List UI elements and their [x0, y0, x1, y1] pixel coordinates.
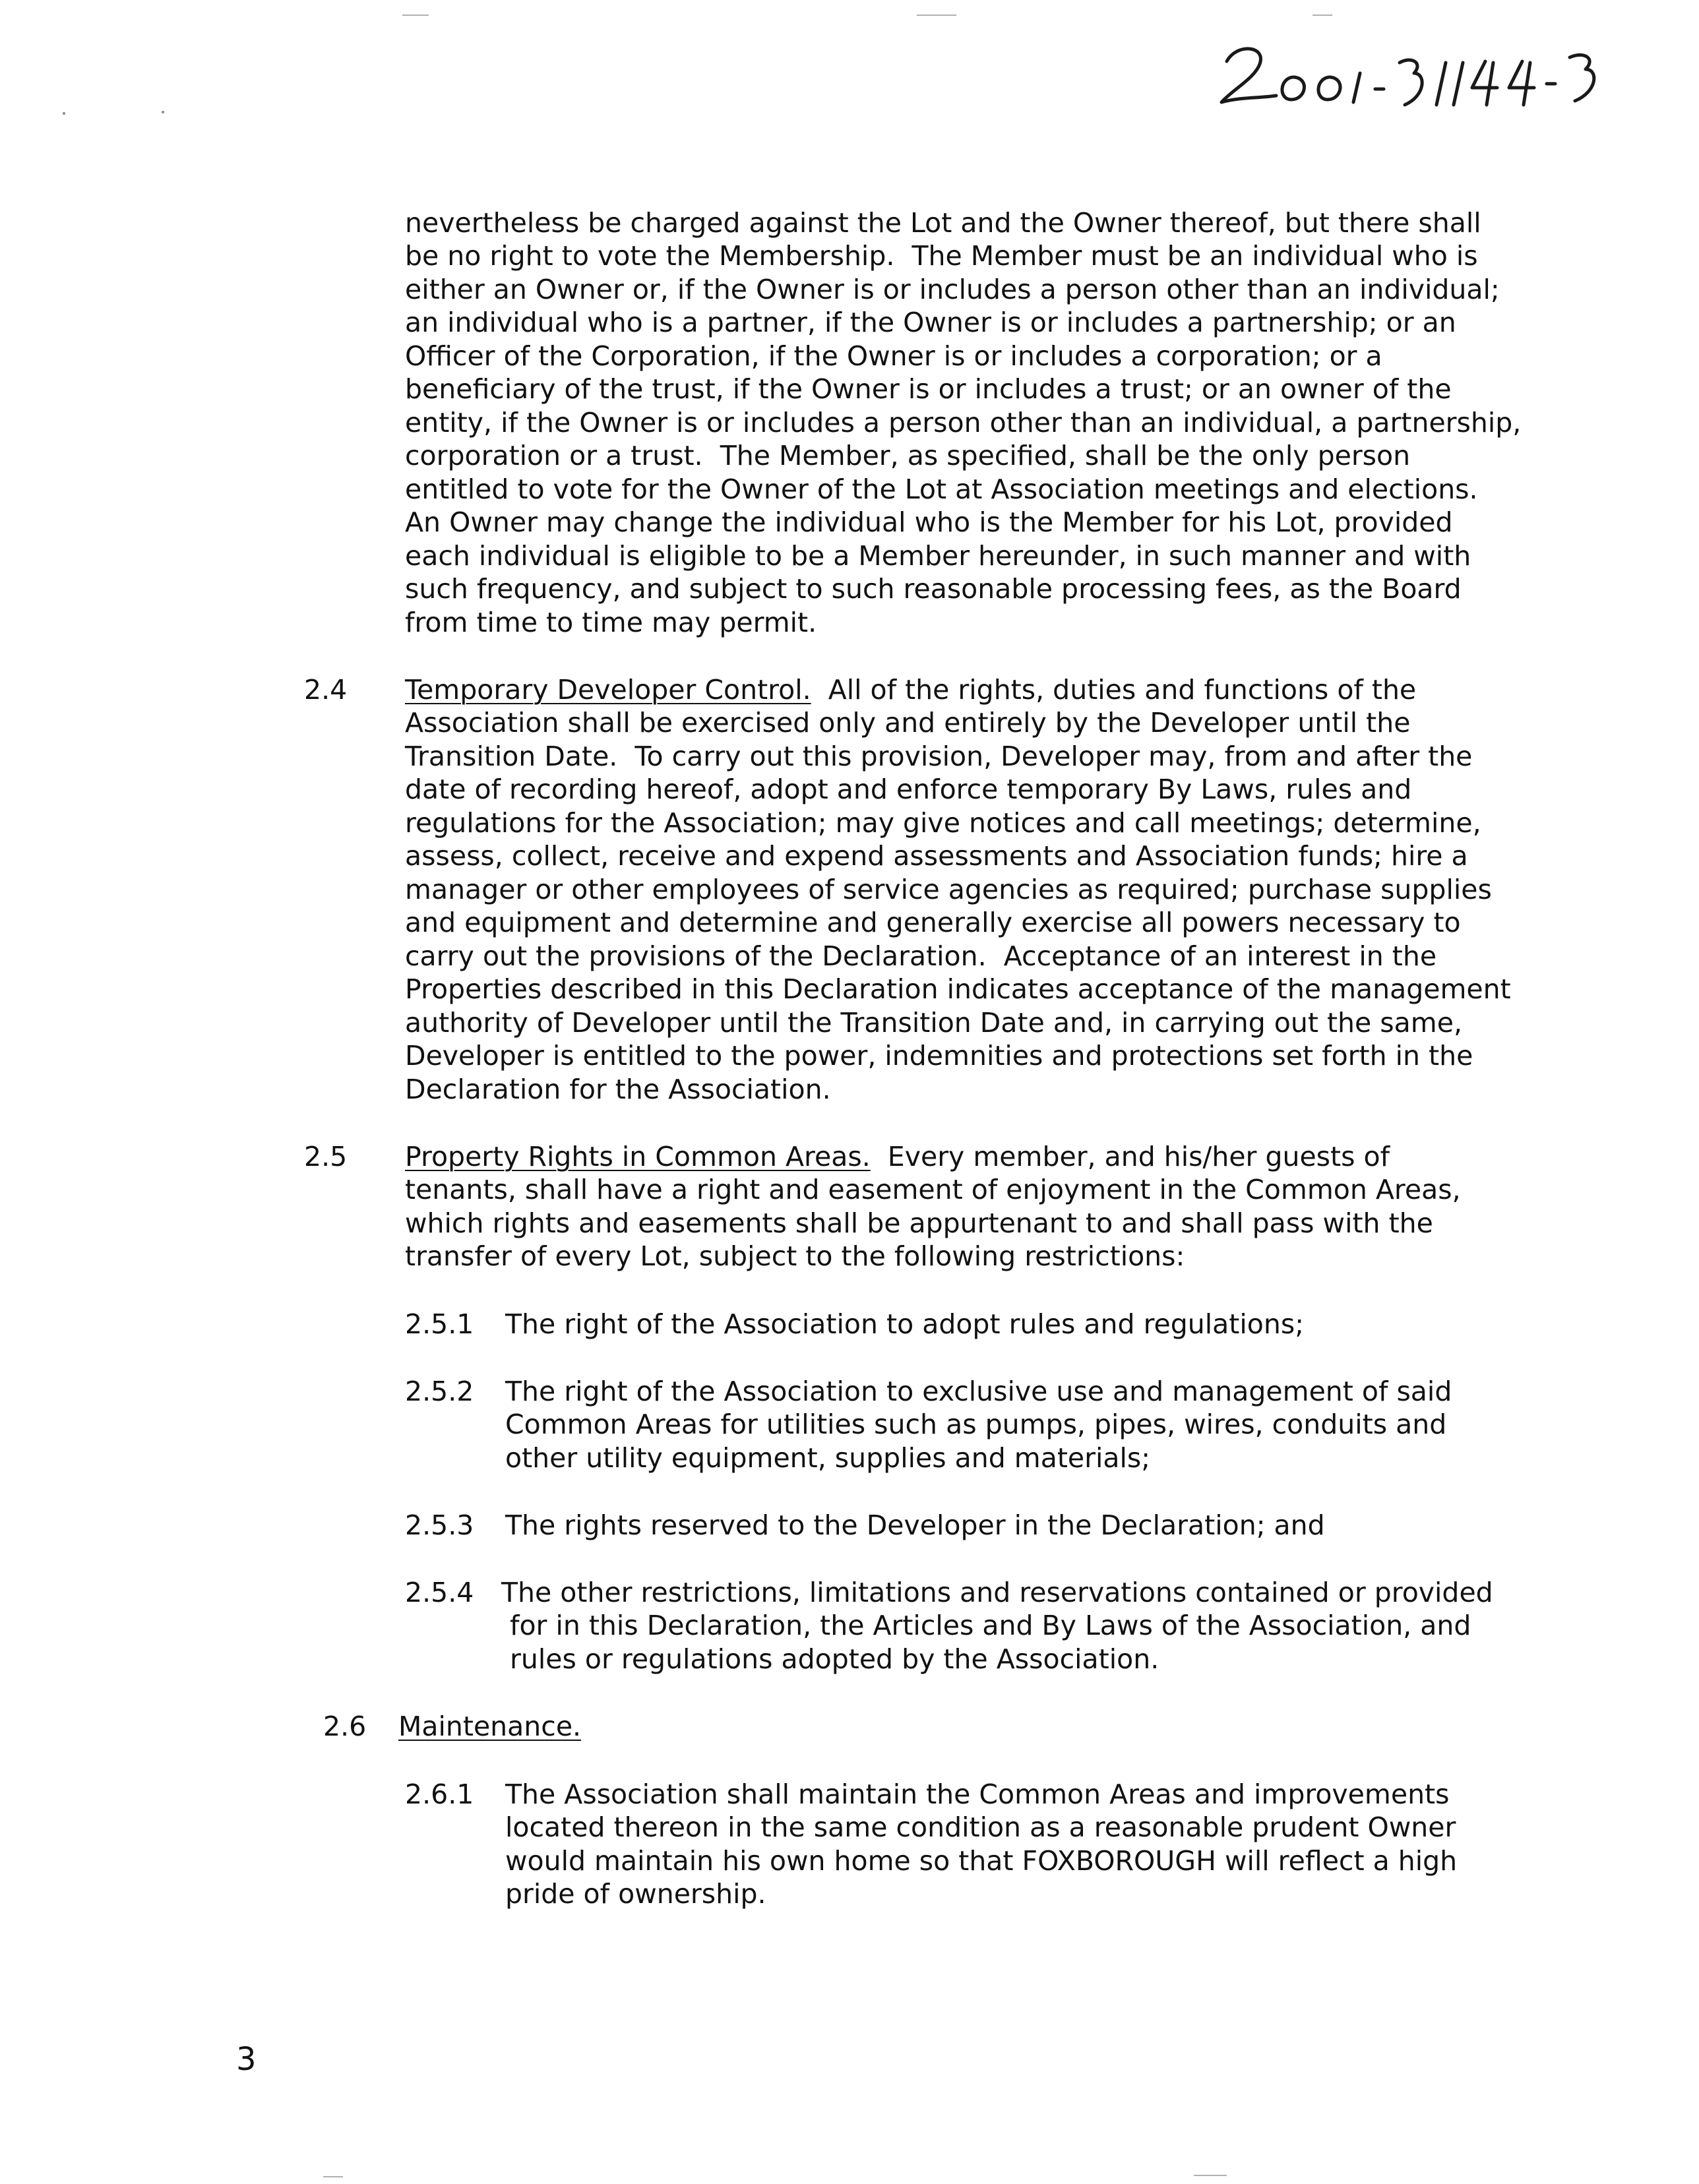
- subsection-number: 2.5.4: [405, 1577, 474, 1608]
- intro-line: nevertheless be charged against the Lot and the Owner thereof, but there shall: [405, 207, 1481, 239]
- section-line: date of recording hereof, adopt and enforce temporary By Laws, rules and: [405, 774, 1412, 805]
- scan-artifact: [162, 111, 164, 113]
- scan-artifact: [323, 2176, 343, 2177]
- section-heading: Temporary Developer Control.: [405, 674, 811, 706]
- subsection-line: The right of the Association to exclusive use and management of said: [505, 1376, 1452, 1407]
- section-line: Developer is entitled to the power, indemnities and protections set forth in the: [405, 1040, 1473, 1072]
- section-line: assess, collect, receive and expend assessments and Association funds; hire a: [405, 840, 1468, 872]
- intro-line: beneficiary of the trust, if the Owner is or includes a trust; or an owner of the: [405, 373, 1452, 405]
- scan-artifact: [917, 15, 956, 16]
- subsection-number: 2.5.2: [405, 1376, 474, 1407]
- section-number: 2.6: [323, 1711, 367, 1742]
- subsection-line: other utility equipment, supplies and materials;: [505, 1442, 1151, 1474]
- subsection-line: The Association shall maintain the Common Areas and improvements: [505, 1778, 1450, 1810]
- section-heading-continuation: Every member, and his/her guests of: [870, 1141, 1390, 1172]
- intro-line: either an Owner or, if the Owner is or includes a person other than an individual;: [405, 274, 1500, 305]
- scan-artifact: [1194, 2175, 1227, 2176]
- section-number: 2.5: [304, 1141, 348, 1172]
- subsection-number: 2.6.1: [405, 1778, 474, 1810]
- handwritten-document-number: [1214, 36, 1622, 115]
- intro-line: entity, if the Owner is or includes a person other than an individual, a partnership,: [405, 407, 1522, 439]
- intro-line: such frequency, and subject to such reasonable processing fees, as the Board: [405, 573, 1462, 605]
- scan-artifact: [63, 112, 65, 115]
- subsection-line: Common Areas for utilities such as pumps, pipes, wires, conduits and: [505, 1409, 1447, 1440]
- section-line: Declaration for the Association.: [405, 1074, 831, 1105]
- intro-line: Officer of the Corporation, if the Owner is or includes a corporation; or a: [405, 340, 1382, 372]
- section-line: tenants, shall have a right and easement of enjoyment in the Common Areas,: [405, 1174, 1461, 1205]
- intro-line: entitled to vote for the Owner of the Lot at Association meetings and elections.: [405, 473, 1478, 505]
- section-line: manager or other employees of service agencies as required; purchase supplies: [405, 874, 1492, 905]
- subsection-line: The rights reserved to the Developer in the Declaration; and: [505, 1509, 1325, 1541]
- scan-artifact: [402, 15, 429, 16]
- section-first-line: [405, 673, 1416, 707]
- section-first-line: [398, 1710, 581, 1744]
- section-number: 2.4: [304, 674, 348, 706]
- intro-line: be no right to vote the Membership. The Member must be an individual who is: [405, 240, 1478, 272]
- subsection-line: would maintain his own home so that FOXBOROUGH will reflect a high: [505, 1845, 1458, 1877]
- subsection-number: 2.5.3: [405, 1509, 474, 1541]
- subsection-line: pride of ownership.: [505, 1878, 766, 1910]
- handwritten-stamp-drawing: [1214, 36, 1622, 115]
- section-line: regulations for the Association; may give notices and call meetings; determine,: [405, 807, 1481, 839]
- section-line: transfer of every Lot, subject to the following restrictions:: [405, 1240, 1185, 1272]
- section-heading: Property Rights in Common Areas.: [405, 1141, 871, 1172]
- subsection-number: 2.5.1: [405, 1308, 474, 1340]
- intro-line: an individual who is a partner, if the Owner is or includes a partnership; or an: [405, 307, 1456, 338]
- section-heading: Maintenance.: [398, 1711, 582, 1742]
- section-line: authority of Developer until the Transition Date and, in carrying out the same,: [405, 1007, 1462, 1039]
- subsection-line: for in this Declaration, the Articles and By Laws of the Association, and: [501, 1610, 1471, 1641]
- section-line: Transition Date. To carry out this provision, Developer may, from and after the: [405, 741, 1473, 772]
- scan-artifact: [1313, 15, 1332, 16]
- intro-line: each individual is eligible to be a Member hereunder, in such manner and with: [405, 540, 1471, 572]
- page-number: 3: [236, 2041, 257, 2078]
- section-line: carry out the provisions of the Declaration. Acceptance of an interest in the: [405, 940, 1437, 972]
- intro-line: An Owner may change the individual who is the Member for his Lot, provided: [405, 506, 1453, 538]
- section-line: Association shall be exercised only and entirely by the Developer until the: [405, 707, 1411, 739]
- subsection-line: rules or regulations adopted by the Association.: [501, 1643, 1159, 1675]
- subsection-line: located thereon in the same condition as a reasonable prudent Owner: [505, 1811, 1456, 1843]
- section-line: Properties described in this Declaration indicates acceptance of the management: [405, 973, 1511, 1005]
- intro-line: corporation or a trust. The Member, as specified, shall be the only person: [405, 440, 1411, 471]
- section-line: which rights and easements shall be appurtenant to and shall pass with the: [405, 1207, 1433, 1239]
- intro-line: from time to time may permit.: [405, 607, 817, 638]
- section-heading-continuation: All of the rights, duties and functions of the: [811, 674, 1417, 706]
- subsection-line: The other restrictions, limitations and reservations contained or provided: [501, 1577, 1493, 1608]
- section-line: and equipment and determine and generally exercise all powers necessary to: [405, 907, 1461, 938]
- section-first-line: [405, 1140, 1390, 1174]
- subsection-line: The right of the Association to adopt rules and regulations;: [505, 1308, 1305, 1340]
